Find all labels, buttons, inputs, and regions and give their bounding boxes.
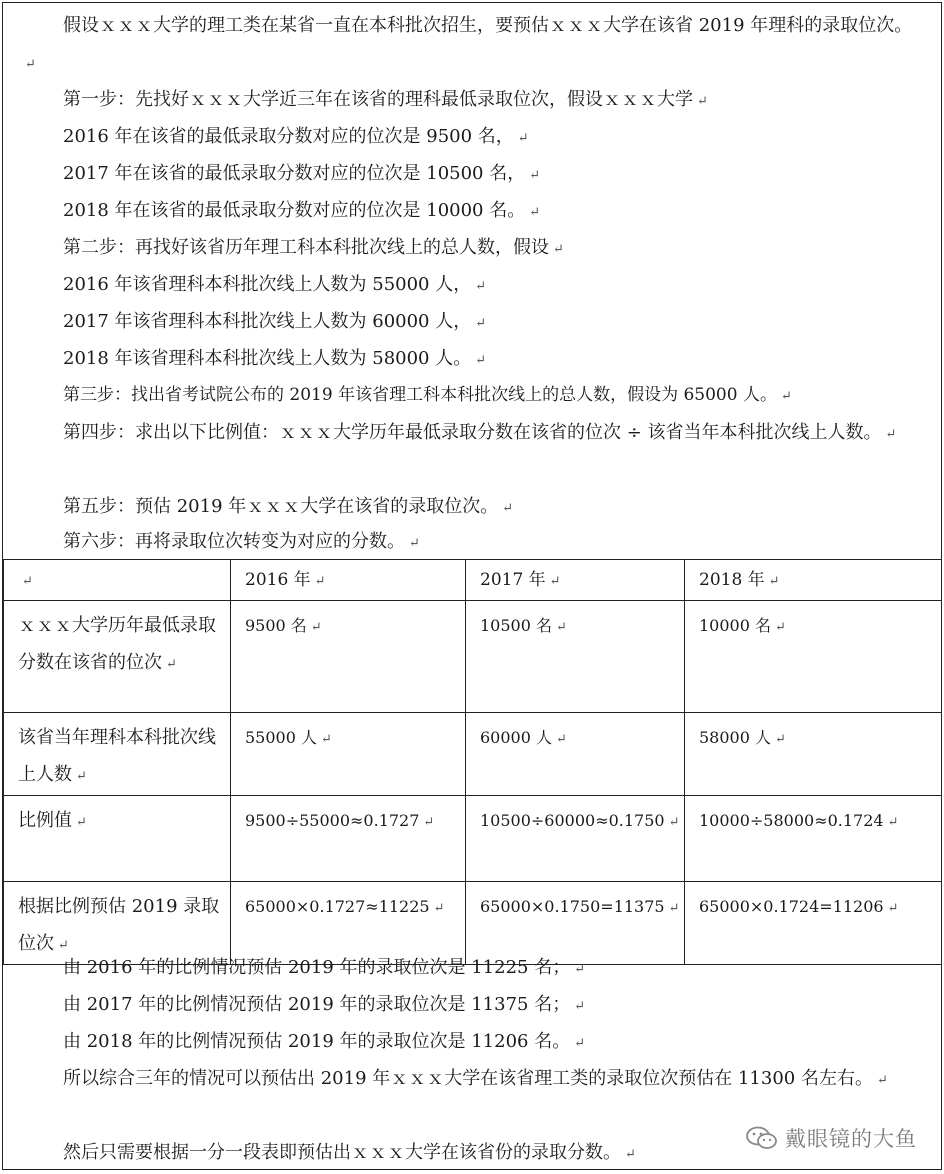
table-row xyxy=(4,601,942,713)
table-cell: 10000÷58000≈0.1724 ↵ xyxy=(685,796,942,882)
table-cell: 10500÷60000≈0.1750 ↵ xyxy=(466,796,685,882)
row-label: ｘｘｘ大学历年最低录取分数在该省的位次 ↵ xyxy=(4,601,231,713)
wechat-icon xyxy=(745,1125,779,1151)
step-six-line: 第六步：再将录取位次转变为对应的分数。 ↵ xyxy=(63,531,420,552)
table-cell: 10000 名 ↵ xyxy=(685,601,942,713)
conclusion-summary: 所以综合三年的情况可以预估出 2019 年ｘｘｘ大学在该省理工类的录取位次预估在 11300 名左右。 ↵ xyxy=(63,1068,888,1089)
table-cell: 9500 名 ↵ xyxy=(231,601,466,713)
conclusion-section xyxy=(3,947,941,1171)
document-page xyxy=(2,2,942,1170)
step-one-line: 第一步：先找好ｘｘｘ大学近三年在该省的理科最低录取位次，假设ｘｘｘ大学 ↵ xyxy=(63,89,708,110)
intro-line: 2017 年在该省的最低录取分数对应的位次是 10500 名， ↵ xyxy=(63,163,541,184)
table-cell: 58000 人 ↵ xyxy=(685,713,942,796)
step-three-line: 第三步：找出省考试院公布的 2019 年该省理工科本科批次线上的总人数，假设为 65000 人。 ↵ xyxy=(63,385,792,405)
table-header-cell: 2018 年 ↵ xyxy=(685,560,942,601)
table-header-cell: 2016 年 ↵ xyxy=(231,560,466,601)
table-cell: 10500 名 ↵ xyxy=(466,601,685,713)
step-five-line: 第五步：预估 2019 年ｘｘｘ大学在该省的录取位次。 ↵ xyxy=(63,496,514,517)
row-label: 根据比例预估 2019 录取位次 ↵ xyxy=(4,882,231,965)
table-cell: 65000×0.1724=11206 ↵ xyxy=(685,882,942,965)
table-cell: 9500÷55000≈0.1727 ↵ xyxy=(231,796,466,882)
intro-line: 2016 年在该省的最低录取分数对应的位次是 9500 名， ↵ xyxy=(63,126,529,147)
row-label: 比例值 ↵ xyxy=(4,796,231,882)
conclusion-line: 由 2016 年的比例情况预估 2019 年的录取位次是 11225 名； ↵ xyxy=(63,957,586,978)
table-cell: 60000 人 ↵ xyxy=(466,713,685,796)
table-header-cell: 2017 年 ↵ xyxy=(466,560,685,601)
intro-section xyxy=(3,3,941,559)
step-four-line: 第四步：求出以下比例值：ｘｘｘ大学历年最低录取分数在该省的位次 ÷ 该省当年本科批次线上人数。 ↵ xyxy=(63,422,897,443)
conclusion-line: 由 2017 年的比例情况预估 2019 年的录取位次是 11375 名； ↵ xyxy=(63,994,586,1015)
conclusion-line: 由 2018 年的比例情况预估 2019 年的录取位次是 11206 名。 ↵ xyxy=(63,1031,586,1052)
table-header-row xyxy=(4,560,942,601)
intro-line: 2018 年在该省的最低录取分数对应的位次是 10000 名。 ↵ xyxy=(63,200,541,221)
intro-line: 假设ｘｘｘ大学的理工类在某省一直在本科批次招生，要预估ｘｘｘ大学在该省 2019 年理科的录取位次。↵ xyxy=(25,15,913,72)
intro-line: 2017 年该省理科本科批次线上人数为 60000 人， ↵ xyxy=(63,311,487,332)
intro-line: 2018 年该省理科本科批次线上人数为 58000 人。 ↵ xyxy=(63,348,487,369)
table-cell: 55000 人 ↵ xyxy=(231,713,466,796)
ranking-table xyxy=(3,559,942,965)
table-row xyxy=(4,713,942,796)
conclusion-final: 然后只需要根据一分一段表即预估出ｘｘｘ大学在该省份的录取分数。 ↵ xyxy=(63,1142,636,1163)
table-row xyxy=(4,796,942,882)
table-cell: 65000×0.1750=11375 ↵ xyxy=(466,882,685,965)
watermark xyxy=(745,1123,917,1153)
step-two-line: 第二步：再找好该省历年理工科本科批次线上的总人数，假设 ↵ xyxy=(63,237,564,258)
row-label: 该省当年理科本科批次线上人数 ↵ xyxy=(4,713,231,796)
intro-line: 2016 年该省理科本科批次线上人数为 55000 人， ↵ xyxy=(63,274,487,295)
table-header-cell: ↵ xyxy=(4,560,231,601)
watermark-text: 戴眼镜的大鱼 xyxy=(785,1127,917,1151)
table-cell: 65000×0.1727≈11225 ↵ xyxy=(231,882,466,965)
